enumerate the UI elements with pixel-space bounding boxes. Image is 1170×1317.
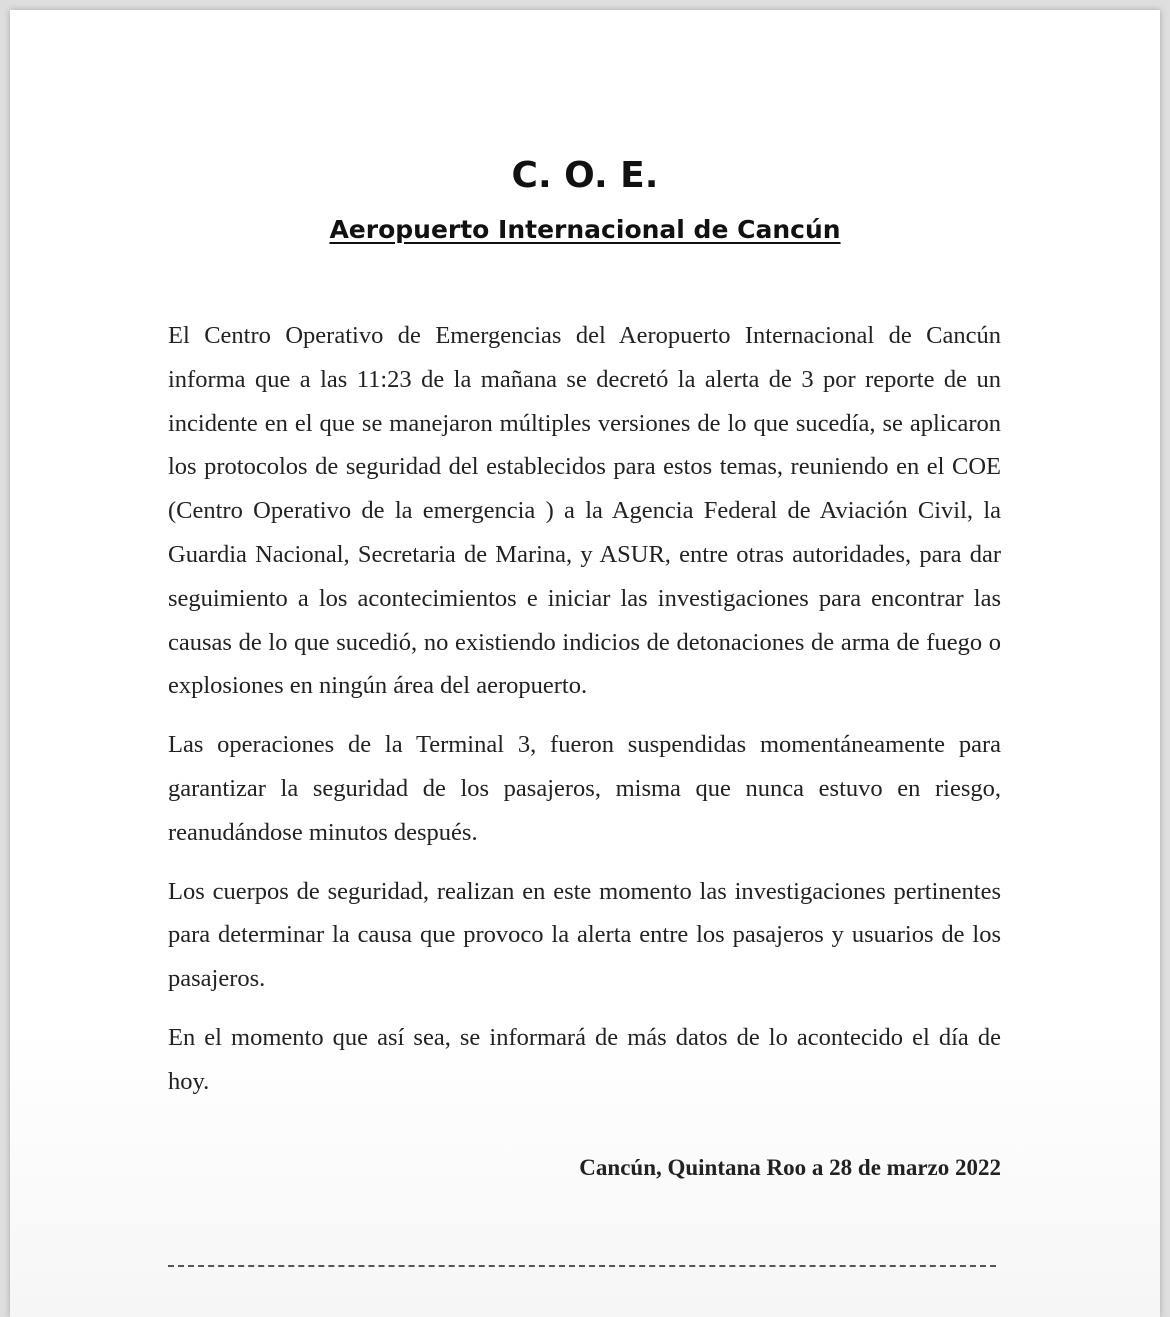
signature-line: Cancún, Quintana Roo a 28 de marzo 2022 — [579, 1155, 1001, 1180]
paragraph: Los cuerpos de seguridad, realizan en este momento las investigaciones pertinentes para determinar la causa que provoco la alerta entre los pasajeros y usuarios de los pasajeros. — [168, 877, 1001, 993]
document-title: C. O. E. — [511, 155, 659, 196]
document-subtitle: Aeropuerto Internacional de Cancún — [329, 215, 841, 244]
paragraph: El Centro Operativo de Emergencias del Aeropuerto Internacional de Cancún informa que a las 11:23 de la mañana se decretó la alerta de 3 por reporte de un incidente en el que se manejaron múltiples versiones de lo que sucedía, se aplicaron los protocolos de seguridad del establecidos para estos temas, reuniendo en el COE (Centro Operativo de la emergencia ) a la Agencia Federal de Aviación Civil, la Guardia Nacional, Secretaria de Marina, y ASUR, entre otras autoridades, para dar seguimiento a los acontecimientos e iniciar las investigaciones para encontrar las causas de lo que sucedió, no existiendo indicios de detonaciones de arma de fuego o explosiones en ningún área del aeropuerto. — [168, 322, 1001, 700]
document-page — [10, 10, 1160, 1317]
document-body — [168, 314, 1001, 1119]
paragraph: Las operaciones de la Terminal 3, fueron suspendidas momentáneamente para garantizar la seguridad de los pasajeros, misma que nunca estuvo en riesgo, reanudándose minutos después. — [168, 731, 1001, 846]
dashed-divider — [168, 1265, 996, 1267]
paragraph: En el momento que así sea, se informará de más datos de lo acontecido el día de hoy. — [168, 1023, 1001, 1095]
